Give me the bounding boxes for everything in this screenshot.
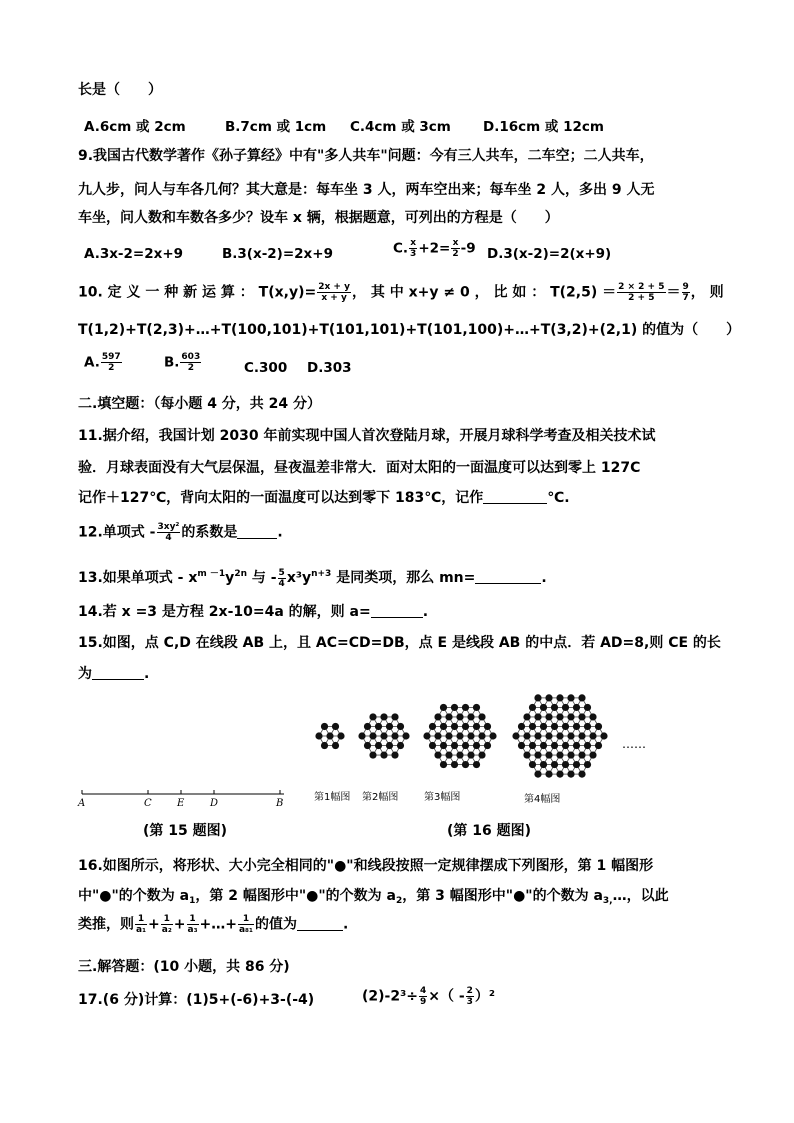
pattern-dot <box>369 732 376 739</box>
q11-answer-blank[interactable] <box>483 489 547 504</box>
pattern-dot <box>451 704 458 711</box>
pattern-dot <box>584 761 591 768</box>
figure-16-caption: (第 16 题图) <box>447 823 532 839</box>
pattern-dot <box>534 713 541 720</box>
pattern-dot <box>456 713 463 720</box>
q8-option-b: B.7cm 或 1cm <box>225 119 327 135</box>
pattern-dot <box>386 742 393 749</box>
pattern-dot <box>534 732 541 739</box>
pattern-dot <box>473 761 480 768</box>
q14-answer-blank[interactable] <box>371 603 423 618</box>
pattern-2 <box>358 713 409 758</box>
pattern-dot <box>375 742 382 749</box>
pattern-dot <box>478 751 485 758</box>
q13-answer-blank[interactable] <box>475 569 541 584</box>
q9-line-2: 九人步，问人与车各几何？其大意是：每车坐 3 人，两车空出来；每车坐 2 人，多出 9 人无 <box>78 182 655 198</box>
pattern-dot <box>584 742 591 749</box>
pattern-dot <box>380 751 387 758</box>
pattern-dot <box>567 713 574 720</box>
pattern-dot <box>584 704 591 711</box>
pattern-ellipsis: …… <box>622 737 646 751</box>
pattern-dot <box>369 713 376 720</box>
pattern-dot <box>529 742 536 749</box>
q16-line-1: 16.如图所示，将形状、大小完全相同的"●"和线段按照一定规律摆成下列图形，第 1 幅图形 <box>78 858 654 874</box>
q16-line-2: 中"●"的个数为 $a_1$，第 2 幅图形中"●"的个数为 $a_2$，第 3 幅图形中"●"的个数为 $a_{3,}\dots$，以此 <box>78 888 669 906</box>
pattern-dot <box>429 742 436 749</box>
pattern-dot <box>545 694 552 701</box>
pattern-dot <box>540 742 547 749</box>
pattern-label-4: 第4幅图 <box>524 794 561 805</box>
q11-line-3: 记作＋127℃，背向太阳的一面温度可以达到零下 183℃，记作 ℃. <box>78 490 570 506</box>
pattern-dot <box>589 751 596 758</box>
pattern-dot <box>540 704 547 711</box>
q9-option-b: B.3(x-2)=2x+9 <box>222 246 333 262</box>
pattern-dot <box>562 704 569 711</box>
q10-option-d: D.303 <box>307 360 352 376</box>
q12-line: 12.单项式 - $\frac{\text{3xy²}}{4}$ 的系数是 . <box>78 522 283 543</box>
pattern-dot <box>551 723 558 730</box>
q9-line-1: 9.我国古代数学著作《孙子算经》中有"多人共车"问题：今有三人共车，二车空；二人共车， <box>78 148 654 164</box>
pattern-dot <box>540 761 547 768</box>
pattern-dot <box>445 751 452 758</box>
pattern-dot <box>523 713 530 720</box>
pattern-dot <box>540 723 547 730</box>
q16-answer-blank[interactable] <box>297 916 343 931</box>
pattern-dot <box>567 732 574 739</box>
pattern-dot <box>380 732 387 739</box>
pattern-dot <box>445 732 452 739</box>
pattern-dot <box>556 732 563 739</box>
pattern-dot <box>467 713 474 720</box>
pattern-dot <box>467 732 474 739</box>
q12-answer-blank[interactable] <box>237 524 277 539</box>
pattern-dot <box>369 751 376 758</box>
pattern-dot <box>573 761 580 768</box>
pattern-dot <box>391 751 398 758</box>
pattern-dot <box>440 761 447 768</box>
pattern-dot <box>473 742 480 749</box>
q10-line-2: T(1,2)+T(2,3)+…+T(100,101)+T(101,101)+T(101,100)+…+T(3,2)+(2,1) 的值为（ ） <box>78 322 741 338</box>
pattern-dot <box>595 742 602 749</box>
pattern-dot <box>434 751 441 758</box>
pattern-dot <box>489 732 496 739</box>
pattern-dot <box>321 723 328 730</box>
pattern-dot <box>595 723 602 730</box>
pattern-dot <box>429 723 436 730</box>
pattern-dot <box>545 732 552 739</box>
pattern-dot <box>315 732 322 739</box>
pattern-dot <box>337 732 344 739</box>
pattern-dot <box>397 742 404 749</box>
point-label-b: B <box>276 798 284 809</box>
q8-option-a: A.6cm 或 2cm <box>84 119 186 135</box>
q15-segment-figure <box>74 780 294 810</box>
q10-option-c: C.300 <box>244 360 288 376</box>
pattern-dot <box>364 723 371 730</box>
q11-line-2: 验．月球表面没有大气层保温，昼夜温差非常大．面对太阳的一面温度可以达到零上 127C <box>78 460 641 476</box>
pattern-dot <box>467 751 474 758</box>
pattern-dot <box>397 723 404 730</box>
pattern-dot <box>556 713 563 720</box>
q9-line-3: 车坐，问人数和车数各多少？设车 x 辆，根据题意，可列出的方程是（ ） <box>78 210 559 226</box>
pattern-dot <box>562 742 569 749</box>
pattern-dot <box>556 771 563 778</box>
pattern-3 <box>423 704 496 768</box>
q8-option-c: C.4cm 或 3cm <box>350 119 451 135</box>
pattern-dot <box>456 751 463 758</box>
pattern-dot <box>551 761 558 768</box>
pattern-dot <box>573 723 580 730</box>
pattern-dot <box>578 732 585 739</box>
pattern-dot <box>473 704 480 711</box>
section-2-heading: 二.填空题：（每小题 4 分，共 24 分） <box>78 396 322 412</box>
pattern-dot <box>423 732 430 739</box>
pattern-dot <box>567 694 574 701</box>
pattern-4 <box>512 694 607 777</box>
pattern-dot <box>529 761 536 768</box>
pattern-dot <box>332 723 339 730</box>
q13-line: 13.如果单项式 - $x^{m -1}y^{2n}$ 与 - $\frac{5}{4}$ $x^3y^{n+3}$ 是同类项，那么 mn= . <box>78 567 547 589</box>
q17-part-2: (2)-2³÷ $\frac{4}{9}$ ×（ - $\frac{2}{3}$ ）² <box>362 986 496 1007</box>
pattern-dot <box>445 713 452 720</box>
pattern-dot <box>462 761 469 768</box>
pattern-dot <box>386 723 393 730</box>
q16-line-3: 类推，则 $\frac{1}{\text{a₁}}$ + $\frac{1}{\text{a₂}}$ + $\frac{1}{\text{a₃}}$ +…+ $\frac{1}{\text{a₈₁}}$ 的值为 . <box>78 914 349 935</box>
pattern-dot <box>556 751 563 758</box>
pattern-dot <box>562 761 569 768</box>
pattern-dot <box>578 751 585 758</box>
pattern-dot <box>375 723 382 730</box>
pattern-dot <box>440 723 447 730</box>
q15-line-1: 15.如图，点 C,D 在线段 AB 上，且 AC=CD=DB，点 E 是线段 AB 的中点．若 AD=8,则 CE 的长 <box>78 635 721 651</box>
pattern-dot <box>545 751 552 758</box>
pattern-dot <box>578 713 585 720</box>
pattern-dot <box>326 732 333 739</box>
pattern-dot <box>545 771 552 778</box>
pattern-dot <box>364 742 371 749</box>
pattern-1 <box>315 723 344 749</box>
pattern-dot <box>567 771 574 778</box>
pattern-dot <box>551 704 558 711</box>
pattern-dot <box>512 732 519 739</box>
pattern-dot <box>518 723 525 730</box>
q11-line-1: 11.据介绍，我国计划 2030 年前实现中国人首次登陆月球，开展月球科学考查及相关技术试 <box>78 428 656 444</box>
pattern-dot <box>391 713 398 720</box>
q10-option-b: B. $\frac{603}{2}$ <box>164 352 201 373</box>
pattern-dot <box>484 742 491 749</box>
pattern-dot <box>518 742 525 749</box>
pattern-dot <box>473 723 480 730</box>
pattern-dot <box>534 694 541 701</box>
pattern-dot <box>534 771 541 778</box>
pattern-dot <box>402 732 409 739</box>
pattern-dot <box>478 713 485 720</box>
pattern-dot <box>529 704 536 711</box>
q8-tail: 长是（ ） <box>78 82 162 98</box>
pattern-dot <box>321 742 328 749</box>
pattern-dot <box>462 723 469 730</box>
pattern-dot <box>484 723 491 730</box>
pattern-dot <box>534 751 541 758</box>
point-label-e: E <box>177 798 185 809</box>
pattern-dot <box>332 742 339 749</box>
q9-option-d: D.3(x-2)=2(x+9) <box>487 246 612 262</box>
pattern-dot <box>434 713 441 720</box>
q14-line: 14.若 x =3 是方程 2x-10=4a 的解，则 a= . <box>78 604 429 620</box>
q10-option-a: A. $\frac{597}{2}$ <box>84 352 121 373</box>
q16-dot-pattern-figure <box>300 690 680 815</box>
pattern-label-1: 第1幅图 <box>314 792 351 803</box>
pattern-dot <box>589 713 596 720</box>
pattern-dot <box>478 732 485 739</box>
pattern-dot <box>451 723 458 730</box>
pattern-dot <box>451 742 458 749</box>
point-label-c: C <box>144 798 152 809</box>
q9-option-a: A.3x-2=2x+9 <box>84 246 184 262</box>
pattern-dot <box>529 723 536 730</box>
pattern-dot <box>578 771 585 778</box>
pattern-dot <box>391 732 398 739</box>
q15-answer-blank[interactable] <box>92 665 144 680</box>
point-label-a: A <box>78 798 86 809</box>
pattern-dot <box>567 751 574 758</box>
q9-option-c: C. $\frac{x}{3}$ +2= $\frac{x}{2}$ -9 <box>393 238 476 259</box>
pattern-dot <box>600 732 607 739</box>
figure-15-caption: (第 15 题图) <box>143 823 228 839</box>
pattern-dot <box>523 732 530 739</box>
pattern-dot <box>456 732 463 739</box>
pattern-dot <box>573 704 580 711</box>
pattern-dot <box>551 742 558 749</box>
pattern-dot <box>584 723 591 730</box>
pattern-label-3: 第3幅图 <box>424 792 461 803</box>
section-3-heading: 三.解答题：(10 小题，共 86 分) <box>78 959 290 975</box>
pattern-dot <box>589 732 596 739</box>
pattern-dot <box>440 704 447 711</box>
q17-part-1: 17.(6 分)计算：(1)5+(-6)+3-(-4) <box>78 992 315 1008</box>
pattern-dot <box>440 742 447 749</box>
pattern-dot <box>462 704 469 711</box>
point-label-d: D <box>210 798 219 809</box>
pattern-dot <box>573 742 580 749</box>
q15-line-2: 为 . <box>78 666 150 682</box>
q8-option-d: D.16cm 或 12cm <box>483 119 604 135</box>
pattern-dot <box>380 713 387 720</box>
pattern-dot <box>578 694 585 701</box>
pattern-dot <box>462 742 469 749</box>
pattern-dot <box>562 723 569 730</box>
pattern-dot <box>358 732 365 739</box>
pattern-dot <box>545 713 552 720</box>
q10-line-1: 10. 定 义 一 种 新 运 算 ： T(x,y)= $\frac{2x + y}{x + y}$ ， 其 中 x+y ≠ 0 ， 比 如 ： T(2,5) ＝ $\frac{2 \times 2 + 5}{2 + 5}$ ＝ $\frac{9}{7}$ ， 则 <box>78 282 724 303</box>
pattern-label-2: 第2幅图 <box>362 792 399 803</box>
pattern-dot <box>451 761 458 768</box>
pattern-dot <box>523 751 530 758</box>
pattern-dot <box>434 732 441 739</box>
pattern-dot <box>556 694 563 701</box>
